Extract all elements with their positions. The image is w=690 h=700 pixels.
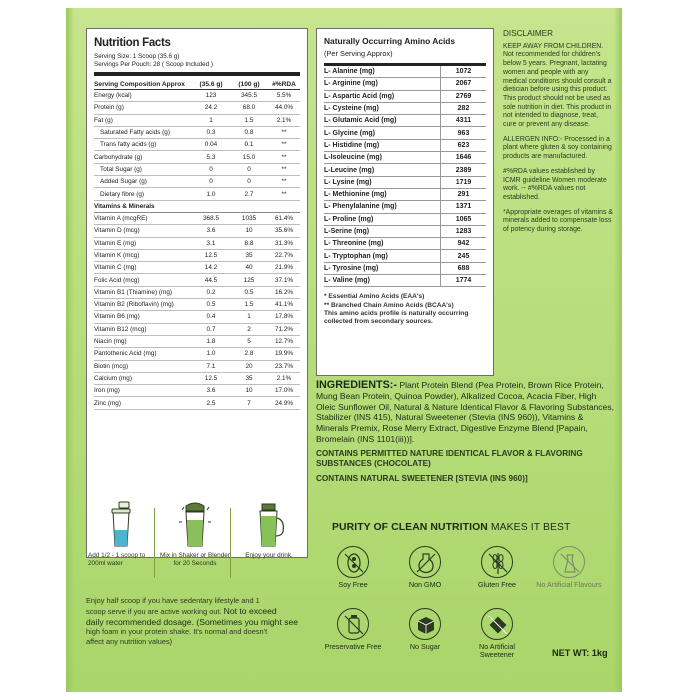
amino-value: 1065 bbox=[440, 214, 486, 225]
serving-advice-line: daily recommended dosage. (Sometimes you might see bbox=[86, 617, 299, 627]
amino-row bbox=[324, 164, 486, 176]
col-header-serving: (35.6 g) bbox=[199, 80, 223, 88]
amino-name: L- Valine (mg) bbox=[324, 277, 370, 285]
no-sugar-icon bbox=[409, 608, 441, 640]
badge-label: Gluten Free bbox=[478, 580, 516, 589]
nutrition-row bbox=[94, 115, 300, 127]
amino-acids-notes bbox=[324, 293, 486, 326]
serving-advice bbox=[86, 596, 310, 647]
per-serving-value: 1.8 bbox=[206, 338, 216, 346]
rda-value: 41.1% bbox=[274, 301, 294, 309]
amino-name: L- Alanine (mg) bbox=[324, 68, 375, 76]
no-artificial-flavours-icon bbox=[553, 546, 585, 578]
soy-free-icon bbox=[337, 546, 369, 578]
nutrient-name: Added Sugar (g) bbox=[100, 178, 147, 186]
per-serving-value: 123 bbox=[205, 92, 217, 100]
nutrition-facts-panel bbox=[86, 28, 308, 558]
amino-row bbox=[324, 152, 486, 164]
amino-name: L- Glycine (mg) bbox=[324, 129, 375, 137]
per-100g-value: 10 bbox=[245, 387, 253, 395]
amino-row bbox=[324, 226, 486, 238]
per-100g-value: 15.0 bbox=[242, 153, 256, 161]
nutrient-name: Vitamin K (mcg) bbox=[94, 252, 140, 259]
amino-value: 2389 bbox=[440, 164, 486, 175]
shaker-drink-icon bbox=[248, 500, 290, 552]
per-100g-value: 1035 bbox=[241, 215, 257, 223]
serving-advice-line: high foam in your protein shake. It's normal and doesn't bbox=[86, 627, 268, 636]
nutrition-row bbox=[94, 201, 300, 213]
nutrition-row bbox=[94, 324, 300, 336]
ingredients-text: Plant Protein Blend (Pea Protein, Brown Rice Protein, Mung Bean Protein, Quinoa Powder), Alkalized Cocoa, Acacia Fiber, High Oleic Sunflower Oil, Natural & Nature Identical Flavor & Flavoring Substances, Stabilizer (INS 415), Natural Sweetener (Stevia (INS 960)), Vitamins & Minerals Premix, Rose Merry Extract, Digestive Enzyme Blend [Papain, Bromelain (INS 1101(iii))]. bbox=[316, 380, 615, 444]
rda-note: #%RDA values established by ICMR guideline Women moderate work. -- #%RDA values not established. bbox=[503, 167, 607, 201]
per-serving-value: 0.4 bbox=[206, 313, 216, 321]
nutrition-row bbox=[94, 287, 300, 299]
amino-name: L- Tryptophan (mg) bbox=[324, 252, 388, 260]
badge-label: No Sugar bbox=[409, 642, 441, 651]
step-2-text: Mix in Shaker or Blender for 20 Seconds bbox=[160, 552, 230, 567]
amino-name: L- Aspartic Acid (mg) bbox=[324, 92, 395, 100]
per-100g-value: 1.5 bbox=[244, 301, 254, 309]
nutrient-name: Protein (g) bbox=[94, 104, 124, 112]
per-100g-value: 8.8 bbox=[244, 239, 254, 247]
amino-acids-table bbox=[324, 63, 486, 287]
per-serving-value: 0.5 bbox=[206, 301, 216, 309]
per-100g-value: 1 bbox=[247, 313, 251, 321]
per-100g-value: 2.8 bbox=[244, 350, 254, 358]
badge-label: No Artificial Flavours bbox=[536, 580, 602, 589]
badge-preservative-free bbox=[318, 608, 388, 651]
step-1 bbox=[86, 500, 156, 567]
allergen-info: ALLERGEN INFO:- Processed in a plant where gluten & soy containing products are manufactured. bbox=[503, 135, 612, 161]
badge-no-sugar bbox=[390, 608, 460, 651]
amino-row bbox=[324, 103, 486, 115]
amino-row bbox=[324, 78, 486, 90]
amino-value: 1283 bbox=[440, 226, 486, 237]
per-100g-value: 5 bbox=[247, 338, 251, 346]
amino-name: L- Lysine (mg) bbox=[324, 178, 372, 186]
nutrition-row bbox=[94, 139, 300, 151]
amino-note: * Essential Amino Acids (EAA's) bbox=[324, 293, 425, 301]
nutrition-row bbox=[94, 299, 300, 311]
nutrient-name: Dietary fibre (g) bbox=[100, 190, 145, 198]
net-weight: NET WT: 1kg bbox=[552, 648, 608, 658]
amino-row bbox=[324, 177, 486, 189]
ingredients-heading: INGREDIENTS:- bbox=[316, 379, 397, 391]
nutrient-name: Iron (mg) bbox=[94, 387, 120, 395]
per-serving-value: 12.5 bbox=[204, 252, 218, 259]
amino-value: 963 bbox=[440, 127, 486, 138]
rda-value: 24.9% bbox=[274, 399, 294, 407]
amino-row bbox=[324, 201, 486, 213]
amino-row bbox=[324, 115, 486, 127]
badge-soy-free bbox=[318, 546, 388, 589]
rda-value: ** bbox=[281, 129, 287, 137]
ingredients bbox=[316, 380, 616, 484]
preparation-steps bbox=[86, 500, 308, 586]
nutrition-row bbox=[94, 176, 300, 188]
serving-advice-line: scoop serve if you are active working out. Not to exceed bbox=[86, 606, 277, 616]
amino-value: 1072 bbox=[440, 66, 486, 77]
rda-value: 44.0% bbox=[274, 104, 294, 112]
rda-value: 31.3% bbox=[274, 239, 294, 247]
per-100g-value: 125 bbox=[243, 276, 255, 284]
nutrient-name: Calcium (mg) bbox=[94, 374, 132, 382]
rda-value: 17.8% bbox=[274, 313, 294, 321]
badge-label: Soy Free bbox=[338, 580, 368, 589]
rda-value: 37.1% bbox=[274, 276, 294, 284]
per-100g-value: 7 bbox=[247, 399, 251, 407]
nutrient-name: Folic Acid (mcg) bbox=[94, 276, 140, 284]
rda-value: ** bbox=[281, 165, 287, 173]
badge-gluten-free bbox=[462, 546, 532, 589]
amino-row bbox=[324, 189, 486, 201]
rda-value: 17.0% bbox=[274, 387, 294, 395]
rda-value: 21.9% bbox=[274, 264, 294, 272]
nutrient-name: Total Sugar (g) bbox=[100, 165, 142, 173]
nutrition-row bbox=[94, 238, 300, 250]
per-serving-value: 7.1 bbox=[206, 362, 216, 370]
nutrition-row bbox=[94, 164, 300, 176]
amino-value: 282 bbox=[440, 103, 486, 114]
amino-value: 291 bbox=[440, 189, 486, 200]
nutrient-name: Vitamin B2 (Riboflavin) (mg) bbox=[94, 301, 174, 309]
step-2 bbox=[160, 500, 230, 567]
badge-label: No Artificial Sweetener bbox=[479, 642, 515, 660]
per-serving-value: 1.0 bbox=[206, 350, 216, 358]
amino-name: L- Proline (mg) bbox=[324, 215, 374, 223]
per-100g-value: 0.5 bbox=[244, 288, 254, 296]
per-serving-value: 368.5 bbox=[203, 215, 219, 223]
nutrient-name: Fat (g) bbox=[94, 116, 113, 124]
per-serving-value: 44.5 bbox=[204, 276, 218, 284]
nutrition-row bbox=[94, 336, 300, 348]
nutrient-name: Zinc (mg) bbox=[94, 399, 121, 407]
amino-name: L- Arginine (mg) bbox=[324, 80, 378, 88]
rda-value: 16.2% bbox=[274, 288, 294, 296]
servings-per-pouch: Servings Per Pouch: 28 ( Scoop Included ) bbox=[94, 60, 214, 68]
nutrition-row bbox=[94, 127, 300, 139]
nutrient-name: Vitamin B1 (Thiamine) (mg) bbox=[94, 288, 173, 296]
nutrition-table-header bbox=[94, 79, 300, 90]
per-serving-value: 0.2 bbox=[206, 288, 216, 296]
nutrition-row bbox=[94, 188, 300, 200]
amino-row bbox=[324, 250, 486, 262]
rda-value: ** bbox=[281, 178, 287, 186]
col-header-composition: Serving Composition Approx bbox=[94, 80, 185, 88]
per-100g-value: 35 bbox=[245, 252, 253, 259]
amino-acids-title: Naturally Occurring Amino Acids bbox=[324, 36, 456, 46]
rda-value: 61.4% bbox=[274, 215, 294, 223]
rda-value: 12.7% bbox=[274, 338, 294, 346]
rda-value: ** bbox=[281, 190, 287, 198]
rda-value: 23.7% bbox=[274, 362, 294, 370]
rda-value: ** bbox=[281, 153, 287, 161]
amino-acids-subtitle: (Per Serving Approx) bbox=[324, 49, 393, 58]
per-serving-value: 0 bbox=[209, 178, 213, 186]
per-100g-value: 10 bbox=[245, 227, 253, 235]
ingredients-note: CONTAINS NATURAL SWEETENER [STEVIA (INS 960)] bbox=[316, 473, 528, 483]
col-header-100g: (100 g) bbox=[238, 80, 260, 88]
nutrition-row bbox=[94, 250, 300, 262]
per-100g-value: 0.8 bbox=[244, 129, 254, 137]
per-serving-value: 12.5 bbox=[204, 374, 218, 382]
badge-non-gmo bbox=[390, 546, 460, 589]
nutrient-name: Pantothenic Acid (mg) bbox=[94, 350, 157, 358]
step-3-text: Enjoy your drink. bbox=[245, 552, 293, 559]
amino-value: 1371 bbox=[440, 201, 486, 212]
per-serving-value: 0.04 bbox=[204, 141, 218, 149]
rda-value: 2.1% bbox=[276, 116, 292, 124]
nutrition-facts-title: Nutrition Facts bbox=[94, 37, 171, 49]
shaker-mix-icon bbox=[174, 500, 216, 552]
per-100g-value: 2.7 bbox=[244, 190, 254, 198]
gluten-free-icon bbox=[481, 546, 513, 578]
nutrition-row bbox=[94, 311, 300, 323]
amino-name: L- Glutamic Acid (mg) bbox=[324, 117, 397, 125]
amino-value: 4311 bbox=[440, 115, 486, 126]
step-1-text: Add 1/2 - 1 scoop to 200ml water bbox=[88, 552, 146, 567]
per-100g-value: 1.5 bbox=[244, 116, 254, 124]
per-serving-value: 3.6 bbox=[206, 227, 216, 235]
nutrition-row bbox=[94, 385, 300, 397]
nutrition-row bbox=[94, 274, 300, 286]
nutrition-table-body bbox=[94, 90, 300, 410]
nutrient-name: Energy (kcal) bbox=[94, 92, 132, 100]
per-100g-value: 0 bbox=[247, 178, 251, 186]
per-serving-value: 5.3 bbox=[206, 153, 216, 161]
step-divider bbox=[154, 508, 155, 578]
amino-name: L- Histidine (mg) bbox=[324, 141, 380, 149]
per-100g-value: 345.5 bbox=[241, 92, 257, 100]
nutrition-divider bbox=[94, 72, 300, 76]
amino-note: This amino acids profile is naturally occurring collected from secondary sources. bbox=[324, 309, 469, 325]
amino-name: L- Phenylalanine (mg) bbox=[324, 203, 397, 211]
purity-tagline: PURITY OF CLEAN NUTRITION MAKES IT BEST bbox=[332, 522, 571, 533]
shaker-water-icon bbox=[100, 500, 142, 552]
amino-name: L-Leucine (mg) bbox=[324, 166, 375, 174]
per-serving-value: 0.7 bbox=[206, 325, 216, 333]
preservative-free-icon bbox=[337, 608, 369, 640]
amino-row bbox=[324, 263, 486, 275]
ingredients-note: CONTAINS PERMITTED NATURE IDENTICAL FLAVOR & FLAVORING SUBSTANCES (CHOCOLATE) bbox=[316, 448, 583, 469]
nutrient-name: Trans fatty acids (g) bbox=[100, 141, 157, 149]
amino-value: 245 bbox=[440, 250, 486, 261]
nutrition-row bbox=[94, 90, 300, 102]
amino-name: L- Tyrosine (mg) bbox=[324, 264, 379, 272]
nutrient-name: Vitamin C (mg) bbox=[94, 264, 137, 272]
per-100g-value: 0.1 bbox=[244, 141, 254, 149]
nutrient-name: Vitamin E (mg) bbox=[94, 239, 137, 247]
rda-value: 71.2% bbox=[274, 325, 294, 333]
serving-advice-line: affect any nutrition values) bbox=[86, 637, 173, 646]
amino-acids-panel bbox=[316, 28, 494, 376]
badge-label: Preservative Free bbox=[324, 642, 382, 651]
non-gmo-icon bbox=[409, 546, 441, 578]
amino-row bbox=[324, 66, 486, 78]
rda-value: 5.5% bbox=[276, 92, 292, 100]
no-artificial-sweetener-icon bbox=[481, 608, 513, 640]
nutrient-name: Saturated Fatty acids (g) bbox=[100, 129, 170, 137]
amino-value: 1774 bbox=[440, 275, 486, 286]
rda-value: ** bbox=[281, 141, 287, 149]
nutrition-row bbox=[94, 397, 300, 409]
disclaimer-text: KEEP AWAY FROM CHILDREN. Not recommended for children's below 5 years. Pregnant, lactating women and people with any medical conditions should consult a dietician before using this product. This product should not be used as sole nutrition in diet. This product in not intended to diagnose, treat, cure or prevent any disease. bbox=[503, 42, 612, 129]
per-100g-value: 20 bbox=[245, 362, 253, 370]
per-serving-value: 3.6 bbox=[206, 387, 216, 395]
rda-value: 2.1% bbox=[276, 374, 292, 382]
step-3 bbox=[234, 500, 304, 560]
per-serving-value: 3.1 bbox=[206, 239, 216, 247]
amino-value: 942 bbox=[440, 238, 486, 249]
amino-row bbox=[324, 214, 486, 226]
amino-name: L- Threonine (mg) bbox=[324, 240, 384, 248]
amino-value: 623 bbox=[440, 140, 486, 151]
rda-value: 19.9% bbox=[274, 350, 294, 358]
nutrition-row bbox=[94, 373, 300, 385]
nutrition-row bbox=[94, 348, 300, 360]
per-serving-value: 0.3 bbox=[206, 129, 216, 137]
per-serving-value: 2.5 bbox=[206, 399, 216, 407]
amino-value: 1719 bbox=[440, 177, 486, 188]
nutrient-name: Biotin (mcg) bbox=[94, 362, 129, 370]
col-header-rda: #%RDA bbox=[272, 80, 296, 88]
nutrient-name: Vitamin B12 (mcg) bbox=[94, 325, 147, 333]
amino-row bbox=[324, 140, 486, 152]
step-divider bbox=[230, 508, 231, 578]
per-100g-value: 2 bbox=[247, 325, 251, 333]
per-100g-value: 68.0 bbox=[242, 104, 256, 112]
amino-note: ** Branched Chain Amino Acids (BCAA's) bbox=[324, 301, 454, 309]
amino-row bbox=[324, 91, 486, 103]
nutrition-row bbox=[94, 102, 300, 114]
per-serving-value: 24.2 bbox=[204, 104, 218, 112]
amino-row bbox=[324, 275, 486, 287]
disclaimer-heading: DISCLAIMER bbox=[503, 29, 554, 38]
nutrient-name: Carbohydrate (g) bbox=[94, 153, 143, 161]
nutrient-name: Vitamin B6 (mg) bbox=[94, 313, 140, 321]
nutrient-name: Niacin (mg) bbox=[94, 338, 127, 346]
badge-no-artificial-sweetener bbox=[462, 608, 532, 660]
rda-value: 22.7% bbox=[274, 252, 294, 259]
per-100g-value: 40 bbox=[245, 264, 253, 272]
amino-name: L-Isoleucine (mg) bbox=[324, 154, 382, 162]
per-serving-value: 1.0 bbox=[206, 190, 216, 198]
serving-size: Serving Size: 1 Scoop (35.6 g) bbox=[94, 53, 180, 60]
overage-note: *Appropriate overages of vitamins & minerals added to compensate loss of potency during storage. bbox=[503, 208, 613, 234]
nutrient-name: Vitamin D (mcg) bbox=[94, 227, 140, 235]
amino-row bbox=[324, 127, 486, 139]
per-serving-value: 1 bbox=[209, 116, 213, 124]
nutrition-row bbox=[94, 361, 300, 373]
amino-value: 2067 bbox=[440, 78, 486, 89]
nutrition-row bbox=[94, 213, 300, 225]
per-serving-value: 0 bbox=[209, 165, 213, 173]
rda-value: 35.6% bbox=[274, 227, 294, 235]
amino-row bbox=[324, 238, 486, 250]
amino-name: L- Cysteine (mg) bbox=[324, 105, 379, 113]
serving-advice-line: Enjoy half scoop if you have sedentary lifestyle and 1 bbox=[86, 596, 260, 605]
nutrient-name: Vitamin A (mcgRE) bbox=[94, 215, 148, 223]
amino-value: 1646 bbox=[440, 152, 486, 163]
per-100g-value: 0 bbox=[247, 165, 251, 173]
amino-value: 688 bbox=[440, 263, 486, 274]
badge-no-artificial-flavours bbox=[534, 546, 604, 589]
per-100g-value: 35 bbox=[245, 374, 253, 382]
amino-name: L- Methionine (mg) bbox=[324, 191, 387, 199]
amino-name: L-Serine (mg) bbox=[324, 228, 370, 235]
badge-label: Non GMO bbox=[408, 580, 442, 589]
per-serving-value: 14.2 bbox=[204, 264, 218, 272]
disclaimer bbox=[503, 30, 613, 241]
nutrition-row bbox=[94, 225, 300, 237]
nutrient-name: Vitamins & Minerals bbox=[94, 202, 155, 210]
nutrition-row bbox=[94, 262, 300, 274]
amino-value: 2769 bbox=[440, 91, 486, 102]
nutrition-row bbox=[94, 151, 300, 163]
